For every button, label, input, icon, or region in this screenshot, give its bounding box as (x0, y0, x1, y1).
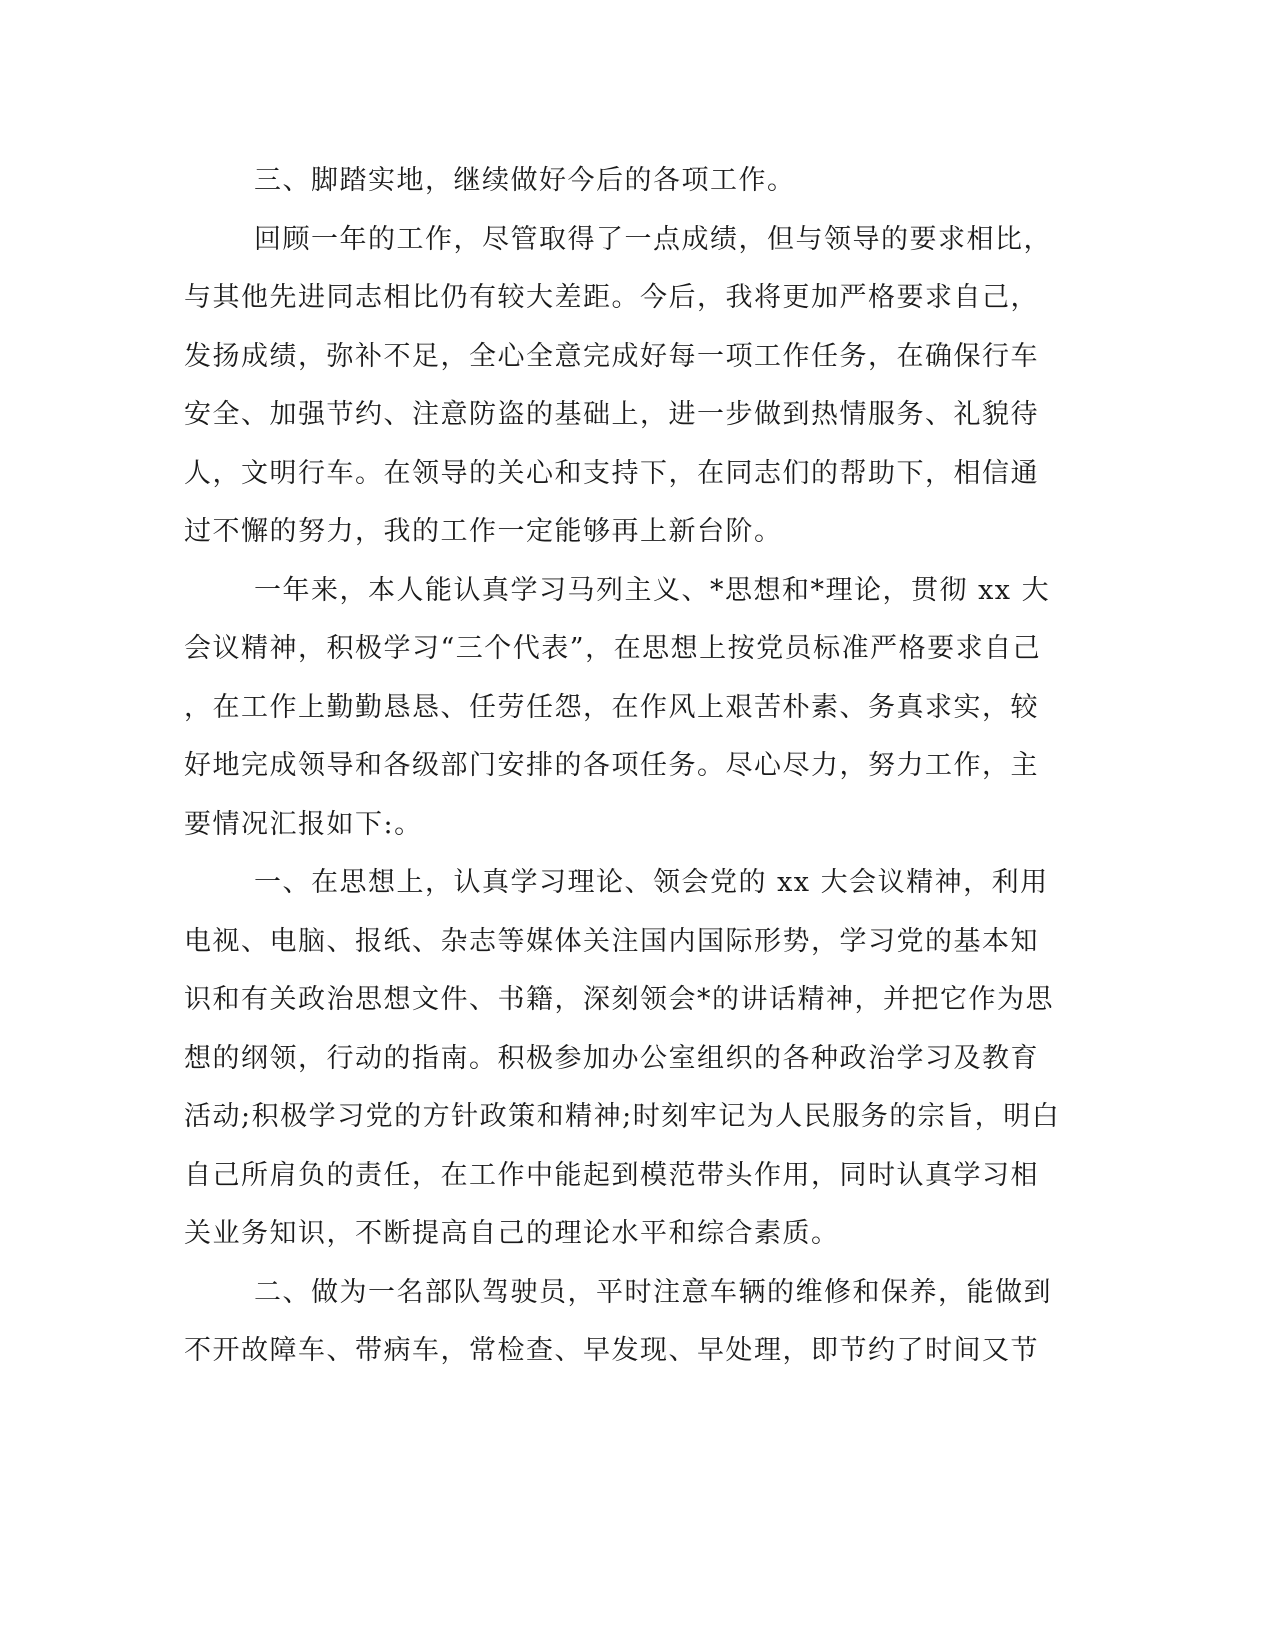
text-line: 想的纲领，行动的指南。积极参加办公室组织的各种政治学习及教育 (184, 1042, 1039, 1074)
text-line: 要情况汇报如下:。 (184, 808, 423, 840)
paragraph-intro (184, 562, 1051, 855)
text-line: 一年来，本人能认真学习马列主义、*思想和*理论，贯彻 xx 大 (254, 574, 1051, 606)
text-line: 过不懈的努力，我的工作一定能够再上新台阶。 (184, 516, 783, 547)
text-line: 活动;积极学习党的方针政策和精神;时刻牢记为人民服务的宗旨，明白 (184, 1101, 1061, 1132)
text-line: 关业务知识，不断提高自己的理论水平和综合素质。 (184, 1218, 840, 1249)
text-line: 电视、电脑、报纸、杂志等媒体关注国内国际形势，学习党的基本知 (184, 925, 1039, 957)
text-line: 识和有关政治思想文件、书籍，深刻领会*的讲话精神，并把它作为思 (184, 984, 1054, 1015)
text-line: 发扬成绩，弥补不足，全心全意完成好每一项工作任务，在确保行车 (184, 340, 1039, 372)
text-line: 一、在思想上，认真学习理论、领会党的 xx 大会议精神，利用 (254, 867, 1049, 898)
text-line: 安全、加强节约、注意防盗的基础上，进一步做到热情服务、礼貌待 (184, 399, 1039, 430)
text-line: 二、做为一名部队驾驶员，平时注意车辆的维修和保养，能做到 (254, 1276, 1052, 1308)
document-body (184, 152, 1061, 1381)
text-line: ，在工作上勤勤恳恳、任劳任怨，在作风上艰苦朴素、务真求实，较 (184, 691, 1039, 723)
text-line: 人，文明行车。在领导的关心和支持下，在同志们的帮助下，相信通 (184, 457, 1039, 489)
text-line: 自己所肩负的责任，在工作中能起到模范带头作用，同时认真学习相 (184, 1159, 1039, 1191)
paragraph-section-two (184, 1264, 1052, 1381)
text-line: 三、脚踏实地，继续做好今后的各项工作。 (254, 165, 796, 196)
paragraph-section-one (184, 854, 1061, 1264)
text-line: 会议精神，积极学习“三个代表”，在思想上按党员标准严格要求自己 (184, 633, 1042, 664)
paragraph-review (184, 211, 1052, 562)
text-line: 不开故障车、带病车，常检查、早发现、早处理，即节约了时间又节 (184, 1335, 1039, 1366)
text-line: 回顾一年的工作，尽管取得了一点成绩，但与领导的要求相比， (254, 223, 1052, 255)
text-line: 好地完成领导和各级部门安排的各项任务。尽心尽力，努力工作，主 (184, 750, 1039, 781)
text-line: 与其他先进同志相比仍有较大差距。今后，我将更加严格要求自己， (184, 282, 1039, 313)
paragraph-heading-three (184, 152, 1034, 211)
